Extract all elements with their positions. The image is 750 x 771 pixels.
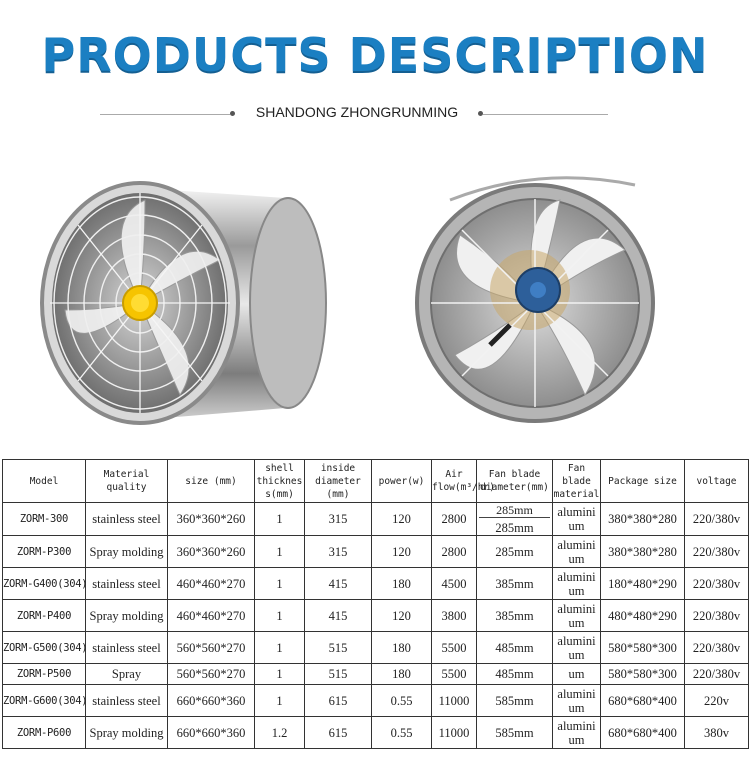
- cell-blade: 485mm: [477, 632, 553, 664]
- cell-material: Spray molding: [86, 536, 168, 568]
- cell-blade-material: alumini um: [553, 536, 601, 568]
- cell-blade-material: alumini um: [553, 568, 601, 600]
- cell-size: 560*560*270: [168, 632, 255, 664]
- cell-model: ZORM-P600: [3, 717, 86, 749]
- subtitle-row: [0, 104, 750, 124]
- cell-inside: 415: [305, 568, 372, 600]
- cell-air: 2800: [432, 503, 477, 536]
- cell-package: 380*380*280: [601, 536, 685, 568]
- cell-material: stainless steel: [86, 503, 168, 536]
- cell-power: 120: [372, 536, 432, 568]
- header-size: size (mm): [168, 460, 255, 503]
- cell-shell: 1: [255, 664, 305, 685]
- cell-inside: 615: [305, 685, 372, 717]
- cell-blade: 585mm: [477, 685, 553, 717]
- table-row: [3, 717, 749, 749]
- table-row: [3, 600, 749, 632]
- cell-blade-material: alumini um: [553, 632, 601, 664]
- cell-air: 2800: [432, 536, 477, 568]
- table-row: [3, 536, 749, 568]
- cell-power: 180: [372, 664, 432, 685]
- table-header-row: [3, 460, 749, 503]
- cell-size: 360*360*260: [168, 503, 255, 536]
- galvanized-fan-photo: [410, 170, 670, 430]
- company-name: SHANDONG ZHONGRUNMING: [255, 104, 459, 120]
- cell-shell: 1: [255, 503, 305, 536]
- cell-package: 580*580*300: [601, 632, 685, 664]
- cell-material: stainless steel: [86, 632, 168, 664]
- cell-blade-material: alumini um: [553, 717, 601, 749]
- cell-inside: 315: [305, 503, 372, 536]
- cell-shell: 1: [255, 568, 305, 600]
- cell-shell: 1: [255, 536, 305, 568]
- cell-shell: 1.2: [255, 717, 305, 749]
- header-shell-thickness: shell thicknes s(mm): [255, 460, 305, 503]
- cell-size: 560*560*270: [168, 664, 255, 685]
- cell-air: 11000: [432, 685, 477, 717]
- cell-voltage: 220/380v: [685, 664, 749, 685]
- cell-inside: 515: [305, 632, 372, 664]
- cell-voltage: 220/380v: [685, 600, 749, 632]
- cell-size: 360*360*260: [168, 536, 255, 568]
- table-row: [3, 568, 749, 600]
- cell-inside: 615: [305, 717, 372, 749]
- header-air-flow: Air flow(m³/hr): [432, 460, 477, 503]
- divider-dot-left: [230, 111, 235, 116]
- table-row: [3, 685, 749, 717]
- cell-model: ZORM-G400(304): [3, 568, 86, 600]
- cell-shell: 1: [255, 600, 305, 632]
- header-package-size: Package size: [601, 460, 685, 503]
- cell-package: 380*380*280: [601, 503, 685, 536]
- table-row: [3, 632, 749, 664]
- cell-package: 180*480*290: [601, 568, 685, 600]
- cell-size: 660*660*360: [168, 717, 255, 749]
- cell-package: 680*680*400: [601, 717, 685, 749]
- cell-voltage: 220/380v: [685, 503, 749, 536]
- cell-model: ZORM-P300: [3, 536, 86, 568]
- cell-inside: 415: [305, 600, 372, 632]
- cell-size: 660*660*360: [168, 685, 255, 717]
- cell-blade-material: alumini um: [553, 503, 601, 536]
- cell-power: 120: [372, 600, 432, 632]
- cell-power: 0.55: [372, 717, 432, 749]
- divider-left: [100, 114, 230, 115]
- cell-package: 680*680*400: [601, 685, 685, 717]
- divider-right: [483, 114, 608, 115]
- header-inside-diameter: inside diameter (mm): [305, 460, 372, 503]
- cell-blade-top: 285mm: [479, 503, 550, 518]
- header-voltage: voltage: [685, 460, 749, 503]
- cell-package: 580*580*300: [601, 664, 685, 685]
- cell-size: 460*460*270: [168, 568, 255, 600]
- cell-model: ZORM-G600(304): [3, 685, 86, 717]
- cell-blade: 385mm: [477, 600, 553, 632]
- cell-power: 120: [372, 503, 432, 536]
- cell-blade: 385mm: [477, 568, 553, 600]
- cell-blade-value: 285mm: [495, 521, 534, 535]
- cell-shell: 1: [255, 685, 305, 717]
- cell-air: 3800: [432, 600, 477, 632]
- page-title: PRODUCTS DESCRIPTION: [41, 28, 709, 82]
- cell-air: 11000: [432, 717, 477, 749]
- cell-power: 180: [372, 632, 432, 664]
- header-blade-material: Fan blade material: [553, 460, 601, 503]
- cell-blade: [477, 503, 553, 536]
- cell-inside: 515: [305, 664, 372, 685]
- table-row: [3, 503, 749, 536]
- stainless-fan-photo: [30, 170, 330, 435]
- cell-voltage: 220/380v: [685, 536, 749, 568]
- cell-model: ZORM-P400: [3, 600, 86, 632]
- cell-material: Spray: [86, 664, 168, 685]
- cell-voltage: 380v: [685, 717, 749, 749]
- cell-blade: 585mm: [477, 717, 553, 749]
- cell-model: ZORM-P500: [3, 664, 86, 685]
- cell-inside: 315: [305, 536, 372, 568]
- cell-power: 0.55: [372, 685, 432, 717]
- cell-air: 5500: [432, 632, 477, 664]
- cell-size: 460*460*270: [168, 600, 255, 632]
- cell-material: Spray molding: [86, 717, 168, 749]
- cell-voltage: 220/380v: [685, 632, 749, 664]
- header-model: Model: [3, 460, 86, 503]
- header-material: Material quality: [86, 460, 168, 503]
- header-power: power(w): [372, 460, 432, 503]
- header-blade-diameter: Fan blade diameter(mm): [477, 460, 553, 503]
- cell-shell: 1: [255, 632, 305, 664]
- cell-voltage: 220/380v: [685, 568, 749, 600]
- cell-air: 5500: [432, 664, 477, 685]
- cell-blade-material: alumini um: [553, 600, 601, 632]
- cell-material: Spray molding: [86, 600, 168, 632]
- cell-voltage: 220v: [685, 685, 749, 717]
- cell-material: stainless steel: [86, 685, 168, 717]
- cell-package: 480*480*290: [601, 600, 685, 632]
- cell-blade: 485mm: [477, 664, 553, 685]
- cell-model: ZORM-G500(304): [3, 632, 86, 664]
- cell-blade-material: um: [553, 664, 601, 685]
- cell-air: 4500: [432, 568, 477, 600]
- cell-model: ZORM-300: [3, 503, 86, 536]
- cell-blade: 285mm: [477, 536, 553, 568]
- cell-material: stainless steel: [86, 568, 168, 600]
- cell-power: 180: [372, 568, 432, 600]
- cell-blade-material: alumini um: [553, 685, 601, 717]
- spec-table: [2, 459, 749, 749]
- table-row: [3, 664, 749, 685]
